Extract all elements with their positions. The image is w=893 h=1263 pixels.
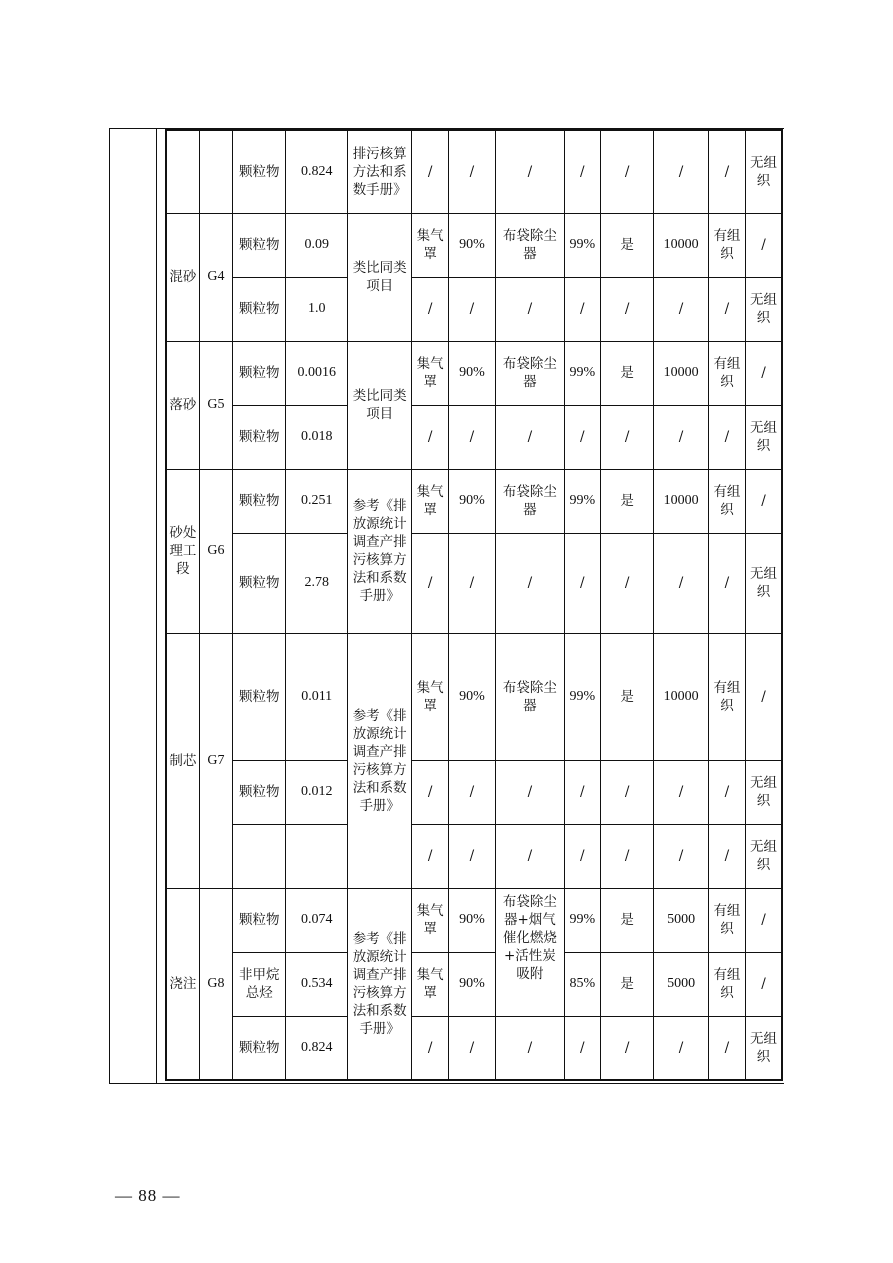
eff1-cell: / <box>448 405 495 469</box>
process-cell: 落砂 <box>166 341 199 469</box>
volume-cell: 10000 <box>654 469 708 533</box>
method-cell: 参考《排放源统计调查产排污核算方法和系数手册》 <box>347 888 412 1080</box>
amount-cell: 0.011 <box>286 633 347 760</box>
table-row <box>166 633 782 760</box>
amount-cell: 0.0016 <box>286 341 347 405</box>
unorganized-cell: / <box>746 888 782 952</box>
feasible-cell: / <box>600 760 653 824</box>
table-row <box>166 952 782 1016</box>
unorganized-cell: / <box>746 469 782 533</box>
amount-cell: 0.074 <box>286 888 347 952</box>
eff2-cell: 99% <box>564 469 600 533</box>
amount-cell: 0.251 <box>286 469 347 533</box>
pollutant-cell: 颗粒物 <box>233 888 286 952</box>
eff2-cell: / <box>564 824 600 888</box>
pollutant-cell: 颗粒物 <box>233 277 286 341</box>
collect-cell: 集气罩 <box>412 633 448 760</box>
table-row <box>166 760 782 824</box>
volume-cell: 10000 <box>654 213 708 277</box>
unorganized-cell: 无组织 <box>746 760 782 824</box>
amount-cell: 0.824 <box>286 1016 347 1080</box>
unorganized-cell: / <box>746 633 782 760</box>
amount-cell: 2.78 <box>286 533 347 633</box>
table-row <box>166 213 782 277</box>
device-cell: 布袋除尘器 <box>496 633 565 760</box>
eff1-cell: 90% <box>448 888 495 952</box>
amount-cell: 0.09 <box>286 213 347 277</box>
eff2-cell: 85% <box>564 952 600 1016</box>
pollutant-cell <box>233 824 286 888</box>
feasible-cell: / <box>600 130 653 213</box>
collect-cell: / <box>412 405 448 469</box>
eff2-cell: 99% <box>564 341 600 405</box>
process-cell: 混砂 <box>166 213 199 341</box>
unorganized-cell: 无组织 <box>746 405 782 469</box>
pollutant-cell: 颗粒物 <box>233 1016 286 1080</box>
organized-cell: / <box>708 533 745 633</box>
eff2-cell: 99% <box>564 213 600 277</box>
feasible-cell: 是 <box>600 633 653 760</box>
eff1-cell: 90% <box>448 952 495 1016</box>
volume-cell: / <box>654 405 708 469</box>
amount-cell <box>286 824 347 888</box>
eff2-cell: / <box>564 405 600 469</box>
feasible-cell: 是 <box>600 469 653 533</box>
organized-cell: / <box>708 760 745 824</box>
amount-cell: 1.0 <box>286 277 347 341</box>
code-cell: G7 <box>199 633 232 888</box>
eff1-cell: / <box>448 533 495 633</box>
table-row <box>166 341 782 405</box>
organized-cell: / <box>708 405 745 469</box>
code-cell: G6 <box>199 469 232 633</box>
collect-cell: 集气罩 <box>412 213 448 277</box>
table-row <box>166 888 782 952</box>
device-cell: / <box>496 824 565 888</box>
device-cell: 布袋除尘器 <box>496 341 565 405</box>
collect-cell: / <box>412 1016 448 1080</box>
method-cell: 类比同类项目 <box>347 341 412 469</box>
volume-cell: / <box>654 130 708 213</box>
organized-cell: 有组织 <box>708 888 745 952</box>
unorganized-cell: / <box>746 952 782 1016</box>
table-row <box>166 1016 782 1080</box>
collect-cell: 集气罩 <box>412 341 448 405</box>
unorganized-cell: 无组织 <box>746 533 782 633</box>
eff2-cell: / <box>564 277 600 341</box>
pollutant-cell: 颗粒物 <box>233 533 286 633</box>
collect-cell: / <box>412 760 448 824</box>
device-cell: / <box>496 760 565 824</box>
process-cell: 浇注 <box>166 888 199 1080</box>
feasible-cell: 是 <box>600 888 653 952</box>
device-cell: / <box>496 1016 565 1080</box>
device-cell: 布袋除尘器+烟气催化燃烧+活性炭吸附 <box>496 888 565 1016</box>
volume-cell: / <box>654 1016 708 1080</box>
method-cell: 排污核算方法和系数手册》 <box>347 130 412 213</box>
volume-cell: 10000 <box>654 341 708 405</box>
table-row <box>166 824 782 888</box>
eff2-cell: / <box>564 1016 600 1080</box>
table-row <box>166 405 782 469</box>
device-cell: / <box>496 405 565 469</box>
table-row <box>166 277 782 341</box>
eff1-cell: / <box>448 277 495 341</box>
table-row <box>166 469 782 533</box>
collect-cell: / <box>412 130 448 213</box>
unorganized-cell: 无组织 <box>746 1016 782 1080</box>
amount-cell: 0.018 <box>286 405 347 469</box>
eff1-cell: 90% <box>448 341 495 405</box>
eff1-cell: 90% <box>448 469 495 533</box>
device-cell: 布袋除尘器 <box>496 213 565 277</box>
organized-cell: 有组织 <box>708 341 745 405</box>
code-cell: G5 <box>199 341 232 469</box>
emission-table <box>165 129 783 1081</box>
eff2-cell: / <box>564 760 600 824</box>
organized-cell: / <box>708 277 745 341</box>
feasible-cell: / <box>600 824 653 888</box>
eff1-cell: 90% <box>448 633 495 760</box>
pollutant-cell: 颗粒物 <box>233 760 286 824</box>
device-cell: / <box>496 533 565 633</box>
collect-cell: / <box>412 533 448 633</box>
feasible-cell: 是 <box>600 213 653 277</box>
pollutant-cell: 颗粒物 <box>233 341 286 405</box>
amount-cell: 0.012 <box>286 760 347 824</box>
pollutant-cell: 颗粒物 <box>233 213 286 277</box>
eff2-cell: 99% <box>564 633 600 760</box>
collect-cell: 集气罩 <box>412 952 448 1016</box>
table-row <box>166 533 782 633</box>
amount-cell: 0.824 <box>286 130 347 213</box>
unorganized-cell: 无组织 <box>746 277 782 341</box>
organized-cell: 有组织 <box>708 633 745 760</box>
pollutant-cell: 颗粒物 <box>233 469 286 533</box>
volume-cell: 5000 <box>654 888 708 952</box>
unorganized-cell: / <box>746 213 782 277</box>
table-row <box>166 130 782 213</box>
volume-cell: / <box>654 533 708 633</box>
volume-cell: / <box>654 824 708 888</box>
code-cell: G8 <box>199 888 232 1080</box>
process-cell: 制芯 <box>166 633 199 888</box>
eff1-cell: / <box>448 130 495 213</box>
pollutant-cell: 颗粒物 <box>233 405 286 469</box>
device-cell: / <box>496 130 565 213</box>
amount-cell: 0.534 <box>286 952 347 1016</box>
organized-cell: / <box>708 1016 745 1080</box>
pollutant-cell: 非甲烷总烃 <box>233 952 286 1016</box>
eff1-cell: 90% <box>448 213 495 277</box>
process-cell: 砂处理工段 <box>166 469 199 633</box>
unorganized-cell: / <box>746 341 782 405</box>
eff2-cell: 99% <box>564 888 600 952</box>
code-cell: G4 <box>199 213 232 341</box>
volume-cell: / <box>654 277 708 341</box>
organized-cell: 有组织 <box>708 952 745 1016</box>
organized-cell: 有组织 <box>708 469 745 533</box>
method-cell: 参考《排放源统计调查产排污核算方法和系数手册》 <box>347 633 412 888</box>
unorganized-cell: 无组织 <box>746 824 782 888</box>
eff1-cell: / <box>448 760 495 824</box>
pollutant-cell: 颗粒物 <box>233 633 286 760</box>
feasible-cell: / <box>600 405 653 469</box>
left-merged-column <box>156 128 165 1084</box>
volume-cell: 5000 <box>654 952 708 1016</box>
collect-cell: 集气罩 <box>412 469 448 533</box>
pollutant-cell: 颗粒物 <box>233 130 286 213</box>
unorganized-cell: 无组织 <box>746 130 782 213</box>
feasible-cell: 是 <box>600 341 653 405</box>
volume-cell: 10000 <box>654 633 708 760</box>
eff2-cell: / <box>564 533 600 633</box>
feasible-cell: / <box>600 277 653 341</box>
eff2-cell: / <box>564 130 600 213</box>
collect-cell: 集气罩 <box>412 888 448 952</box>
organized-cell: 有组织 <box>708 213 745 277</box>
volume-cell: / <box>654 760 708 824</box>
feasible-cell: / <box>600 1016 653 1080</box>
page-number: — 88 — <box>115 1186 181 1205</box>
device-cell: 布袋除尘器 <box>496 469 565 533</box>
method-cell: 参考《排放源统计调查产排污核算方法和系数手册》 <box>347 469 412 633</box>
organized-cell: / <box>708 824 745 888</box>
collect-cell: / <box>412 824 448 888</box>
device-cell: / <box>496 277 565 341</box>
method-cell: 类比同类项目 <box>347 213 412 341</box>
eff1-cell: / <box>448 824 495 888</box>
eff1-cell: / <box>448 1016 495 1080</box>
feasible-cell: / <box>600 533 653 633</box>
organized-cell: / <box>708 130 745 213</box>
collect-cell: / <box>412 277 448 341</box>
feasible-cell: 是 <box>600 952 653 1016</box>
